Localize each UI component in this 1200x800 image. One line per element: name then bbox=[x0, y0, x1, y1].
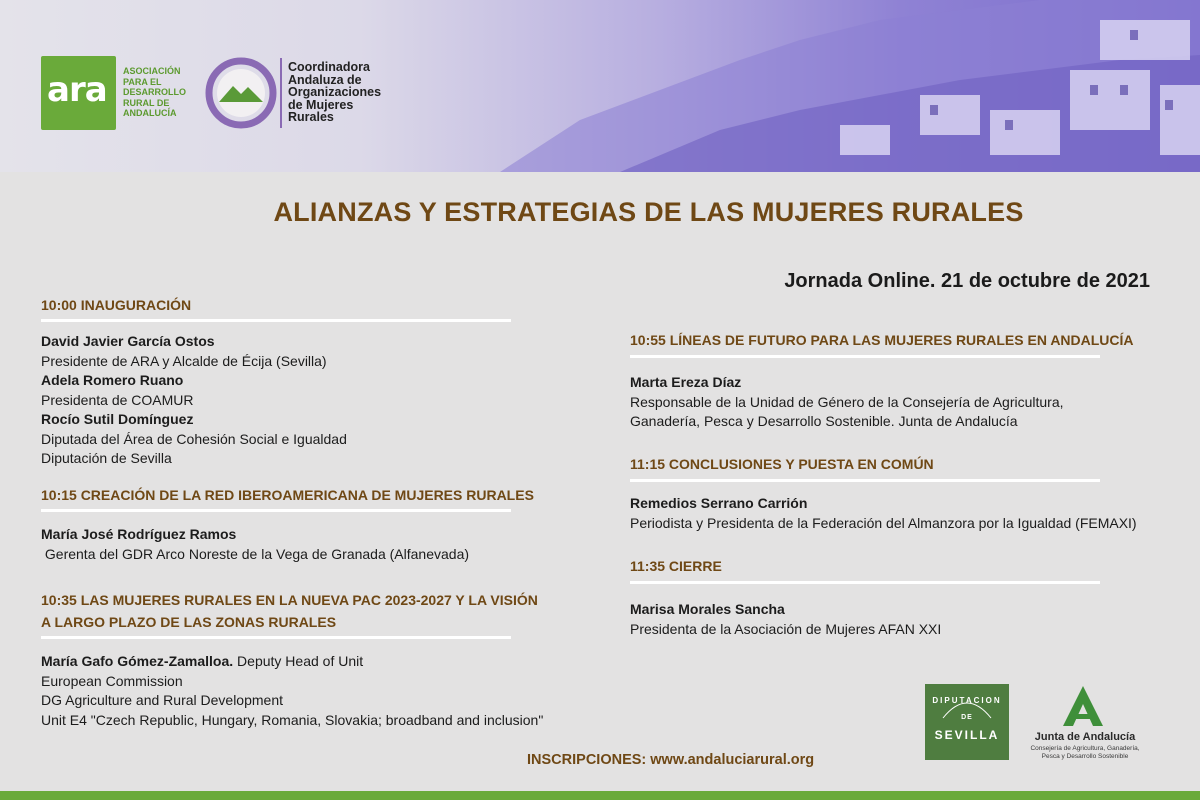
junta-andalucia-department: Consejería de Agricultura, Ganadería, Pesca y Desarrollo Sostenible bbox=[1030, 745, 1140, 760]
section-divider bbox=[630, 581, 1100, 584]
speaker-name: Rocío Sutil Domínguez bbox=[41, 411, 194, 427]
speaker-list-cierre bbox=[630, 600, 1170, 639]
speaker-list-lineas-futuro bbox=[630, 373, 1170, 432]
section-divider bbox=[41, 636, 511, 639]
speaker-role: Presidenta de COAMUR bbox=[41, 391, 194, 408]
speaker-name: David Javier García Ostos bbox=[41, 333, 215, 349]
section-title-line: 10:35 LAS MUJERES RURALES EN LA NUEVA PAC 2023-2027 Y LA VISIÓN bbox=[41, 592, 538, 608]
speaker-list-inauguracion bbox=[41, 332, 561, 469]
speaker-role: European Commission bbox=[41, 672, 183, 689]
registration-info bbox=[527, 752, 814, 768]
speaker-role: Presidenta de la Asociación de Mujeres AFAN XXI bbox=[630, 620, 942, 637]
section-title-line: A LARGO PLAZO DE LAS ZONAS RURALES bbox=[41, 614, 337, 630]
coamur-logo-caption: Coordinadora Andaluza de Organizaciones de Mujeres Rurales bbox=[288, 60, 382, 124]
section-title-red-iberoamericana: 10:15 CREACIÓN DE LA RED IBEROAMERICANA DE MUJERES RURALES bbox=[41, 487, 534, 503]
junta-andalucia-name: Junta de Andalucía bbox=[1034, 731, 1136, 743]
diputacion-logo-line1: DIPUTACION bbox=[932, 696, 1002, 705]
speaker-list-pac bbox=[41, 652, 601, 730]
section-divider bbox=[630, 355, 1100, 358]
village-landscape-image bbox=[500, 0, 1200, 172]
speaker-role: Unit E4 "Czech Republic, Hungary, Romania, Slovakia; broadband and inclusion" bbox=[41, 711, 544, 728]
section-title-pac bbox=[41, 589, 538, 633]
speaker-role: Diputada del Área de Cohesión Social e Igualdad bbox=[41, 430, 347, 447]
speaker-role: DG Agriculture and Rural Development bbox=[41, 692, 284, 708]
bottom-accent-bar bbox=[0, 791, 1200, 800]
registration-link[interactable]: www.andaluciarural.org bbox=[646, 752, 815, 768]
speaker-role: Periodista y Presidenta de la Federación del Almanzora por la Igualdad (FEMAXI) bbox=[630, 514, 1137, 531]
section-title-inauguracion: 10:00 INAUGURACIÓN bbox=[41, 297, 192, 313]
speaker-name: María Gafo Gómez-Zamalloa. bbox=[41, 653, 234, 669]
speaker-role: Gerenta del GDR Arco Noreste de la Vega de Granada (Alfanevada) bbox=[41, 545, 470, 562]
speaker-name: Marisa Morales Sancha bbox=[630, 601, 785, 617]
speaker-role: Presidente de ARA y Alcalde de Écija (Sevilla) bbox=[41, 352, 327, 369]
speaker-role: Responsable de la Unidad de Género de la Consejería de Agricultura, bbox=[630, 393, 1064, 410]
section-divider bbox=[630, 479, 1100, 482]
speaker-role: Deputy Head of Unit bbox=[233, 653, 364, 669]
speaker-name: Marta Ereza Díaz bbox=[630, 374, 742, 390]
diputacion-logo-line2: DE bbox=[961, 714, 973, 721]
speaker-name-line bbox=[41, 652, 601, 672]
speaker-list-conclusiones bbox=[630, 494, 1190, 533]
section-title-lineas-futuro: 10:55 LÍNEAS DE FUTURO PARA LAS MUJERES RURALES EN ANDALUCÍA bbox=[630, 332, 1134, 348]
section-title-conclusiones: 11:15 CONCLUSIONES Y PUESTA EN COMÚN bbox=[630, 456, 934, 472]
speaker-role: Ganadería, Pesca y Desarrollo Sostenible. Junta de Andalucía bbox=[630, 413, 1018, 429]
event-date: Jornada Online. 21 de octubre de 2021 bbox=[784, 270, 1150, 292]
ara-logo-caption: ASOCIACIÓN PARA EL DESARROLLO RURAL DE ANDALUCÍA bbox=[123, 66, 186, 118]
speaker-name: Adela Romero Ruano bbox=[41, 372, 184, 388]
header-banner bbox=[0, 0, 1200, 172]
speaker-name: Remedios Serrano Carrión bbox=[630, 495, 808, 511]
ara-logo-mark: ara bbox=[47, 70, 107, 110]
section-divider bbox=[41, 319, 511, 322]
junta-andalucia-logo bbox=[1055, 684, 1111, 728]
coamur-logo bbox=[204, 56, 282, 130]
ara-logo bbox=[41, 56, 116, 130]
diputacion-logo-line3: SEVILLA bbox=[934, 728, 1000, 742]
speaker-role: Diputación de Sevilla bbox=[41, 450, 172, 466]
section-title-cierre: 11:35 CIERRE bbox=[630, 558, 722, 574]
section-divider bbox=[41, 509, 511, 512]
registration-label: INSCRIPCIONES: bbox=[527, 752, 647, 768]
diputacion-sevilla-logo bbox=[925, 684, 1009, 760]
speaker-name: María José Rodríguez Ramos bbox=[41, 526, 237, 542]
page-title: ALIANZAS Y ESTRATEGIAS DE LAS MUJERES RURALES bbox=[273, 197, 1024, 227]
speaker-list-red-iberoamericana bbox=[41, 525, 581, 564]
